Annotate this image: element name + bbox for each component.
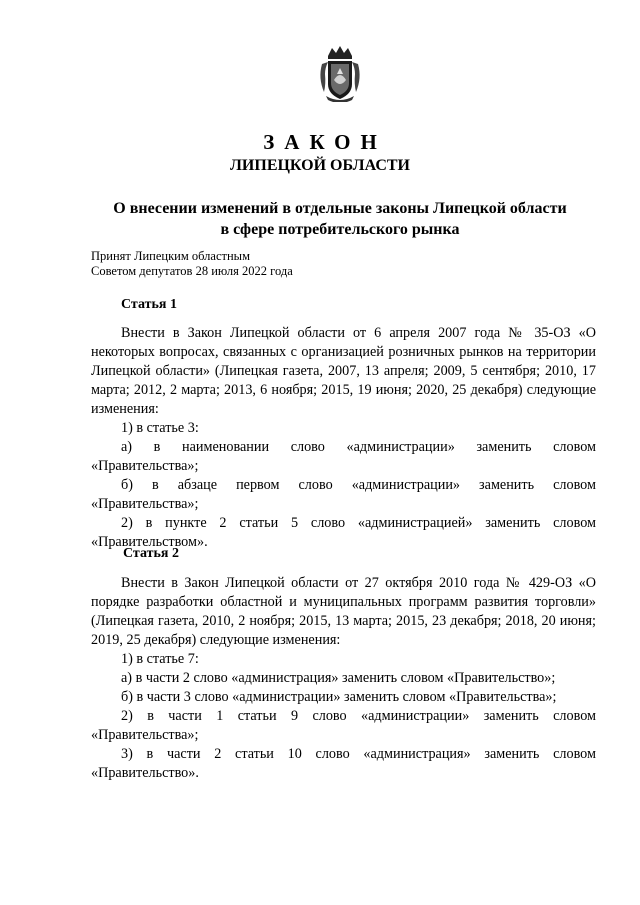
heading-line-2: в сфере потребительского рынка	[220, 221, 460, 238]
article-1-title: Статья 1	[121, 297, 177, 312]
article-1-body	[91, 324, 596, 552]
coat-of-arms-icon	[318, 44, 362, 102]
article-2-paragraph: 2) в части 1 статьи 9 слово «администрации» заменить словом «Правительства»;	[91, 708, 596, 743]
article-1-paragraph: Внести в Закон Липецкой области от 6 апреля 2007 года № 35-ОЗ «О некоторых вопросах, связанных с организацией розничных рынков на территории Липецкой области» (Липецкая газета, 2007, 13 апреля; 2009, 5 сентября; 2010, 17 марта; 2012, 2 марта; 2013, 6 ноября; 2015, 19 июня; 2020, 25 декабря) следующие изменения:	[91, 325, 596, 417]
article-2-body	[91, 574, 596, 783]
adoption-line-2: Советом депутатов 28 июля 2022 года	[91, 264, 293, 278]
article-1-paragraph: 2) в пункте 2 статьи 5 слово «администрацией» заменить словом «Правительством».	[91, 515, 596, 550]
adoption-note	[91, 249, 293, 279]
article-2-paragraph: а) в части 2 слово «администрация» заменить словом «Правительство»;	[121, 670, 556, 686]
region-title: ЛИПЕЦКОЙ ОБЛАСТИ	[230, 157, 410, 174]
article-1-paragraph: б) в абзаце первом слово «администрации» заменить словом «Правительства»;	[91, 477, 596, 512]
article-2-paragraph: 3) в части 2 статьи 10 слово «администрация» заменить словом «Правительство».	[91, 746, 596, 781]
article-1-paragraph: 1) в статье 3:	[121, 420, 199, 436]
article-2-paragraph: Внести в Закон Липецкой области от 27 октября 2010 года № 429-ОЗ «О порядке разработки областной и муниципальных программ развития торговли» (Липецкая газета, 2010, 2 ноября; 2015, 13 марта; 2015, 23 декабря; 2018, 20 июня; 2019, 25 декабря) следующие изменения:	[91, 575, 596, 648]
article-1-paragraph: а) в наименовании слово «администрации» заменить словом «Правительства»;	[91, 439, 596, 474]
article-2-paragraph: 1) в статье 7:	[121, 651, 199, 667]
article-2-paragraph: б) в части 3 слово «администрации» заменить словом «Правительства»;	[121, 689, 557, 705]
law-title: ЗАКОН	[263, 130, 387, 154]
article-2-title: Статья 2	[123, 546, 179, 561]
adoption-line-1: Принят Липецким областным	[91, 249, 250, 263]
heading-line-1: О внесении изменений в отдельные законы Липецкой области	[113, 200, 567, 217]
law-heading	[80, 198, 600, 240]
